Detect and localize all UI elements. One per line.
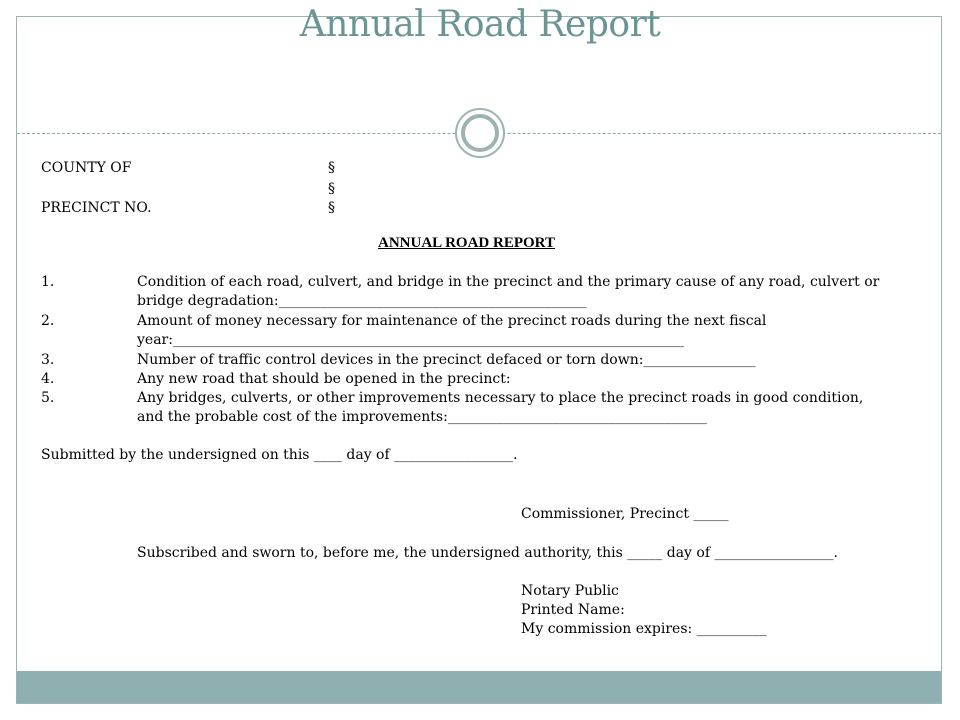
section-mark-1: § (328, 160, 335, 176)
item-number-5: 5. (41, 390, 55, 406)
footer-bar (17, 671, 941, 703)
submitted-line: Submitted by the undersigned on this ____ day of _________________. (41, 447, 518, 463)
form-heading: ANNUAL ROAD REPORT (378, 235, 555, 251)
county-label: COUNTY OF (41, 160, 132, 176)
sworn-line: Subscribed and sworn to, before me, the undersigned authority, this _____ day of _________________. (137, 545, 838, 561)
precinct-label: PRECINCT NO. (41, 200, 152, 216)
item-number-3: 3. (41, 352, 55, 368)
circle-ornament-icon (455, 108, 505, 158)
item-number-2: 2. (41, 313, 55, 329)
circle-ornament-inner (461, 114, 499, 152)
section-mark-2: § (328, 181, 335, 197)
item-number-4: 4. (41, 371, 55, 387)
printed-name-label: Printed Name: (521, 602, 625, 618)
item-1-line-2: bridge degradation:____________________________________________ (137, 293, 587, 309)
item-2-line-1: Amount of money necessary for maintenance of the precinct roads during the next fiscal (137, 313, 767, 329)
item-4-line-1: Any new road that should be opened in the precinct: (137, 371, 511, 387)
item-number-1: 1. (41, 274, 55, 290)
item-3-line-1: Number of traffic control devices in the precinct defaced or torn down:________________ (137, 352, 756, 368)
item-2-line-2: year:_________________________________________________________________________ (137, 332, 684, 348)
notary-public-label: Notary Public (521, 583, 619, 599)
item-5-line-2: and the probable cost of the improvements:_____________________________________ (137, 409, 707, 425)
section-mark-3: § (328, 200, 335, 216)
item-1-line-1: Condition of each road, culvert, and bridge in the precinct and the primary cause of any road, culvert or (137, 274, 880, 290)
slide-title: Annual Road Report (299, 4, 661, 45)
commission-expires-label: My commission expires: __________ (521, 621, 767, 637)
commissioner-line: Commissioner, Precinct _____ (521, 506, 729, 522)
item-5-line-1: Any bridges, culverts, or other improvements necessary to place the precinct roads in good condition, (137, 390, 864, 406)
